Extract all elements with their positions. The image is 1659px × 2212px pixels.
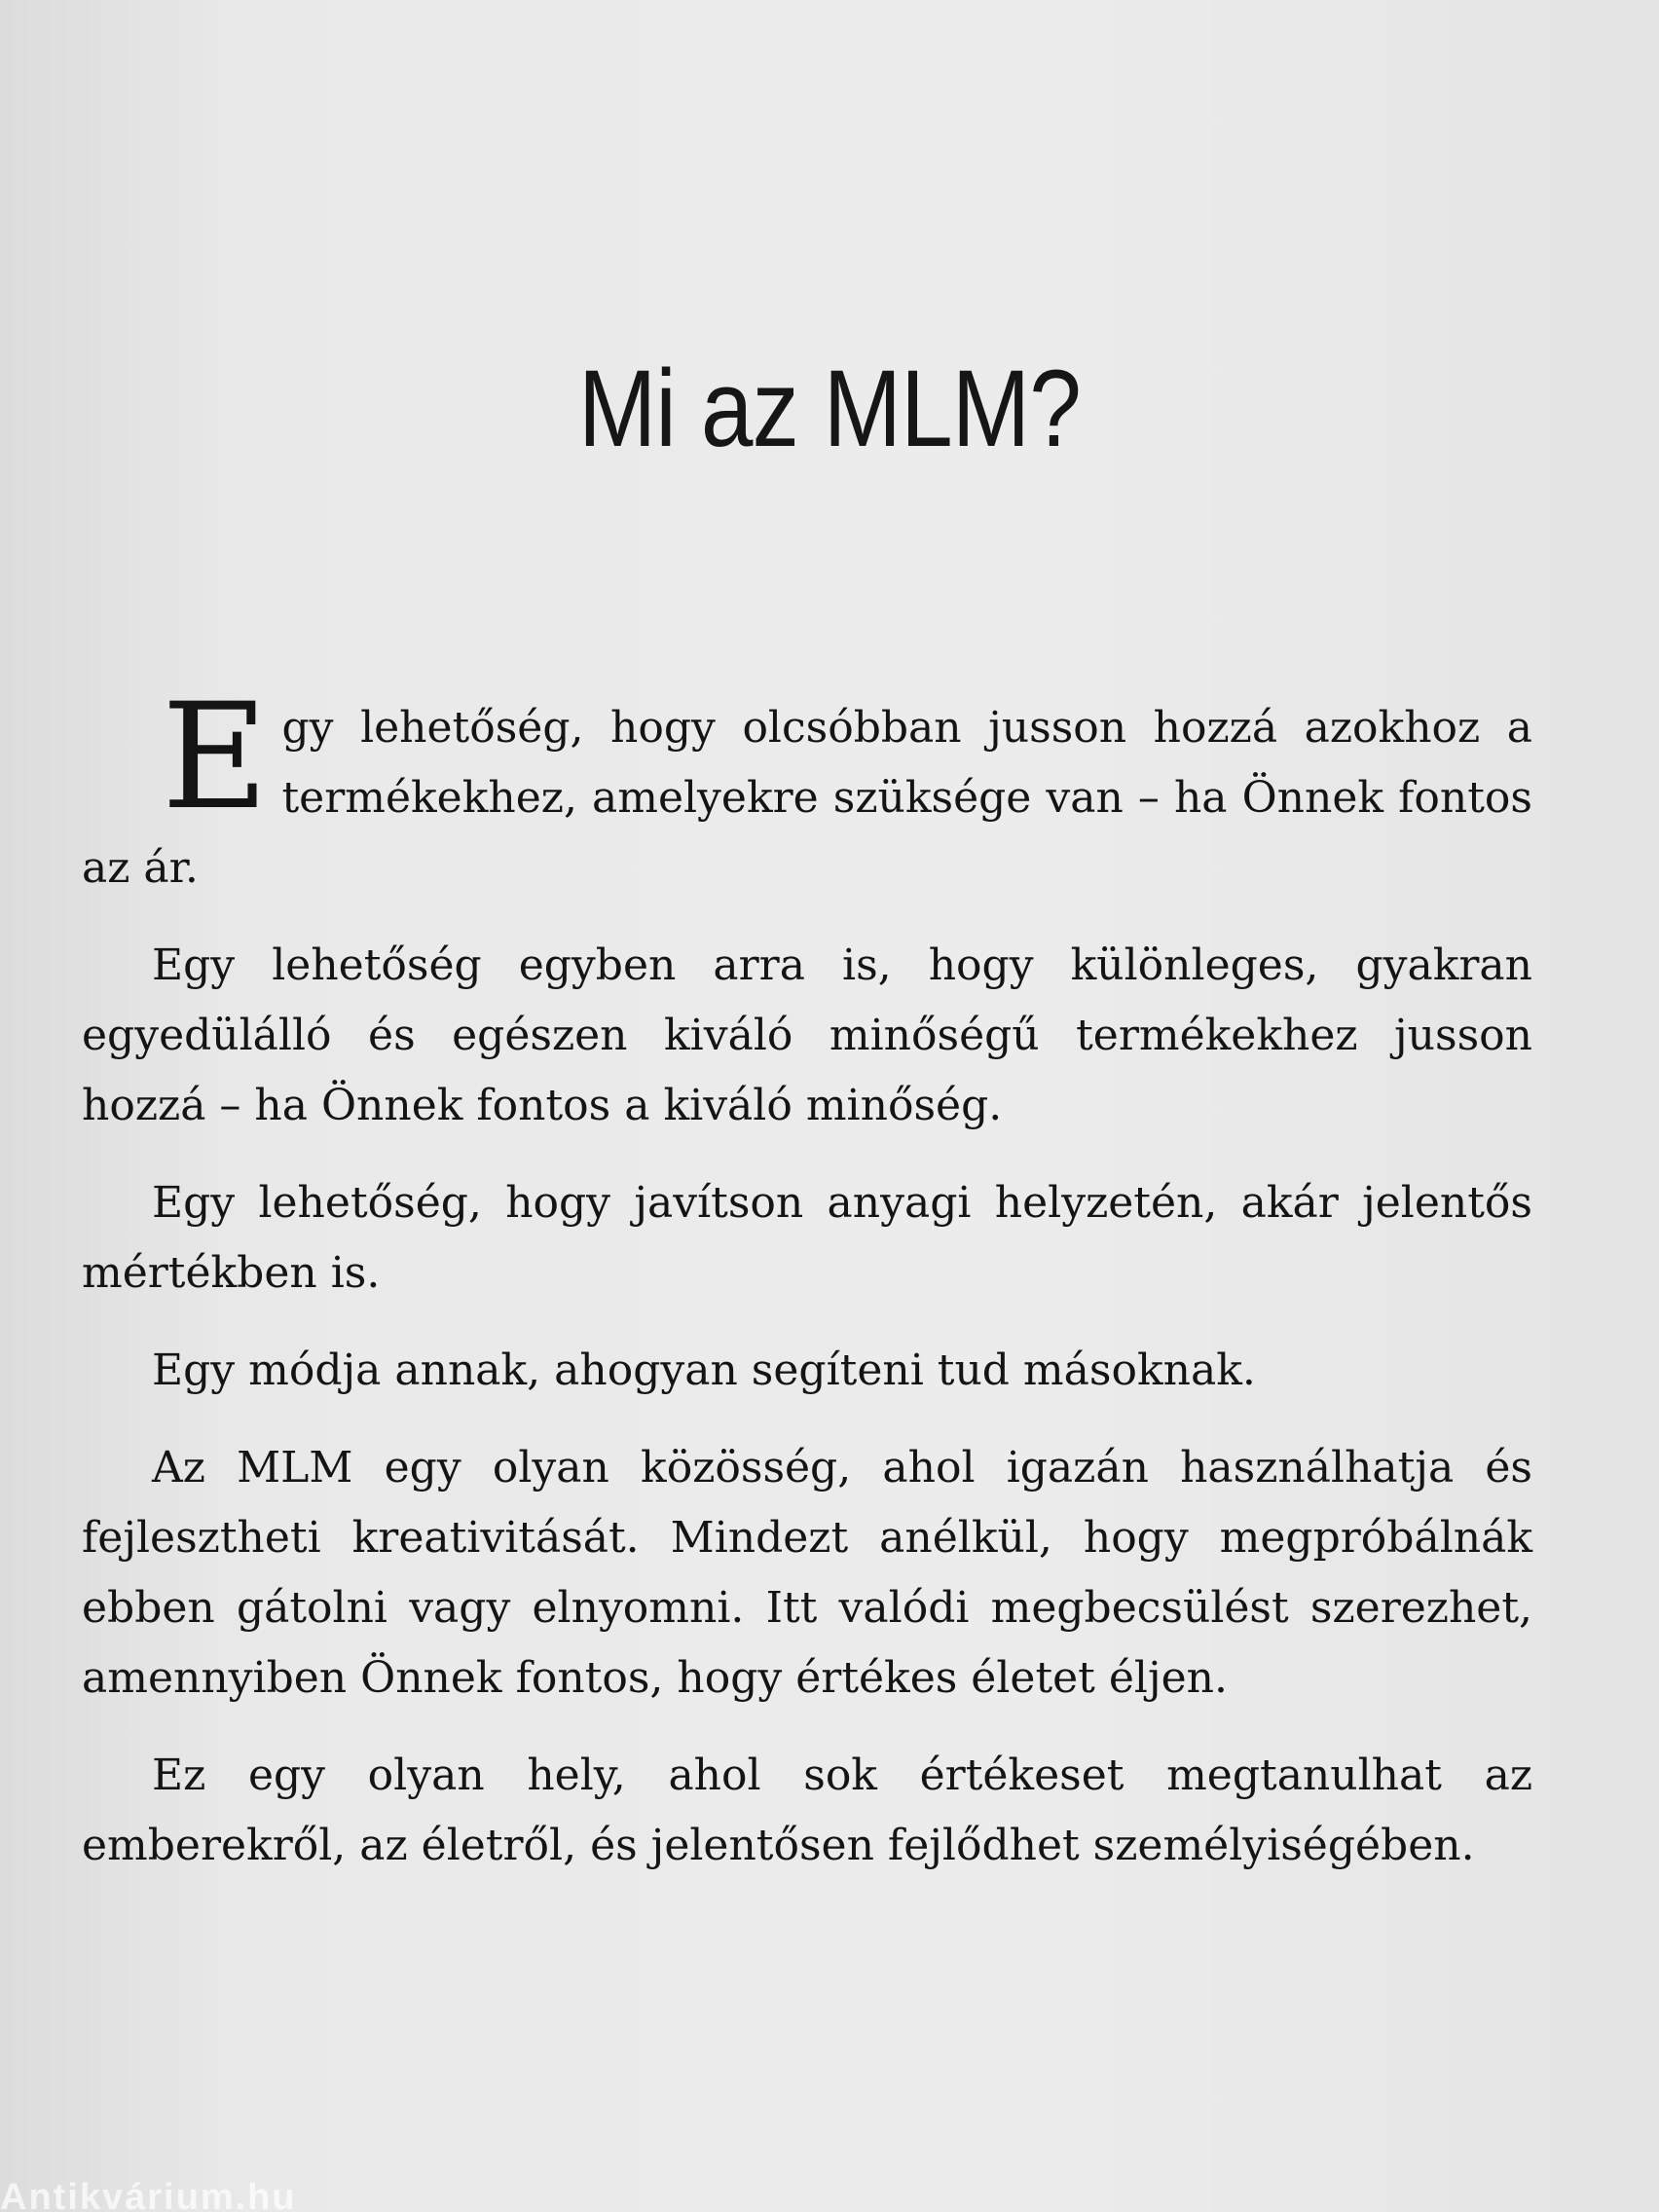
page-title: Mi az MLM? (578, 348, 1081, 469)
paragraph-1-text: gy lehetőség, hogy olcsóbban jusson hozzá azokhoz a termékekhez, amelyekre szüksége van – ha Önnek fontos az ár. (82, 703, 1532, 893)
body-text (82, 673, 1532, 1908)
paragraph-3: Egy lehetőség, hogy javítson anyagi helyzetén, akár jelentős mértékben is. (82, 1178, 1532, 1298)
paragraph-5: Az MLM egy olyan közösség, ahol igazán használhatja és fejlesztheti kreativitását. Mindezt anélkül, hogy megpróbálnák ebben gátolni vagy elnyomni. Itt valódi megbecsülést szerezhet, amennyiben Önnek fontos, hogy értékes életet éljen. (82, 1443, 1532, 1703)
show-through-text (88, 0, 1567, 80)
paragraph-6: Ez egy olyan hely, ahol sok értékeset megtanulhat az emberekről, az életről, és jelentősen fejlődhet személyiségében. (82, 1751, 1532, 1870)
paragraph-2: Egy lehetőség egyben arra is, hogy különleges, gyakran egyedülálló és egészen kiváló minőségű termékekhez jusson hozzá – ha Önnek fontos a kiváló minőség. (82, 940, 1532, 1130)
paragraph-1 (82, 673, 1532, 903)
watermark: Antikvárium.hu (0, 2177, 297, 2212)
paragraph-4: Egy módja annak, ahogyan segíteni tud másoknak. (152, 1346, 1256, 1395)
drop-cap: E (162, 673, 269, 842)
